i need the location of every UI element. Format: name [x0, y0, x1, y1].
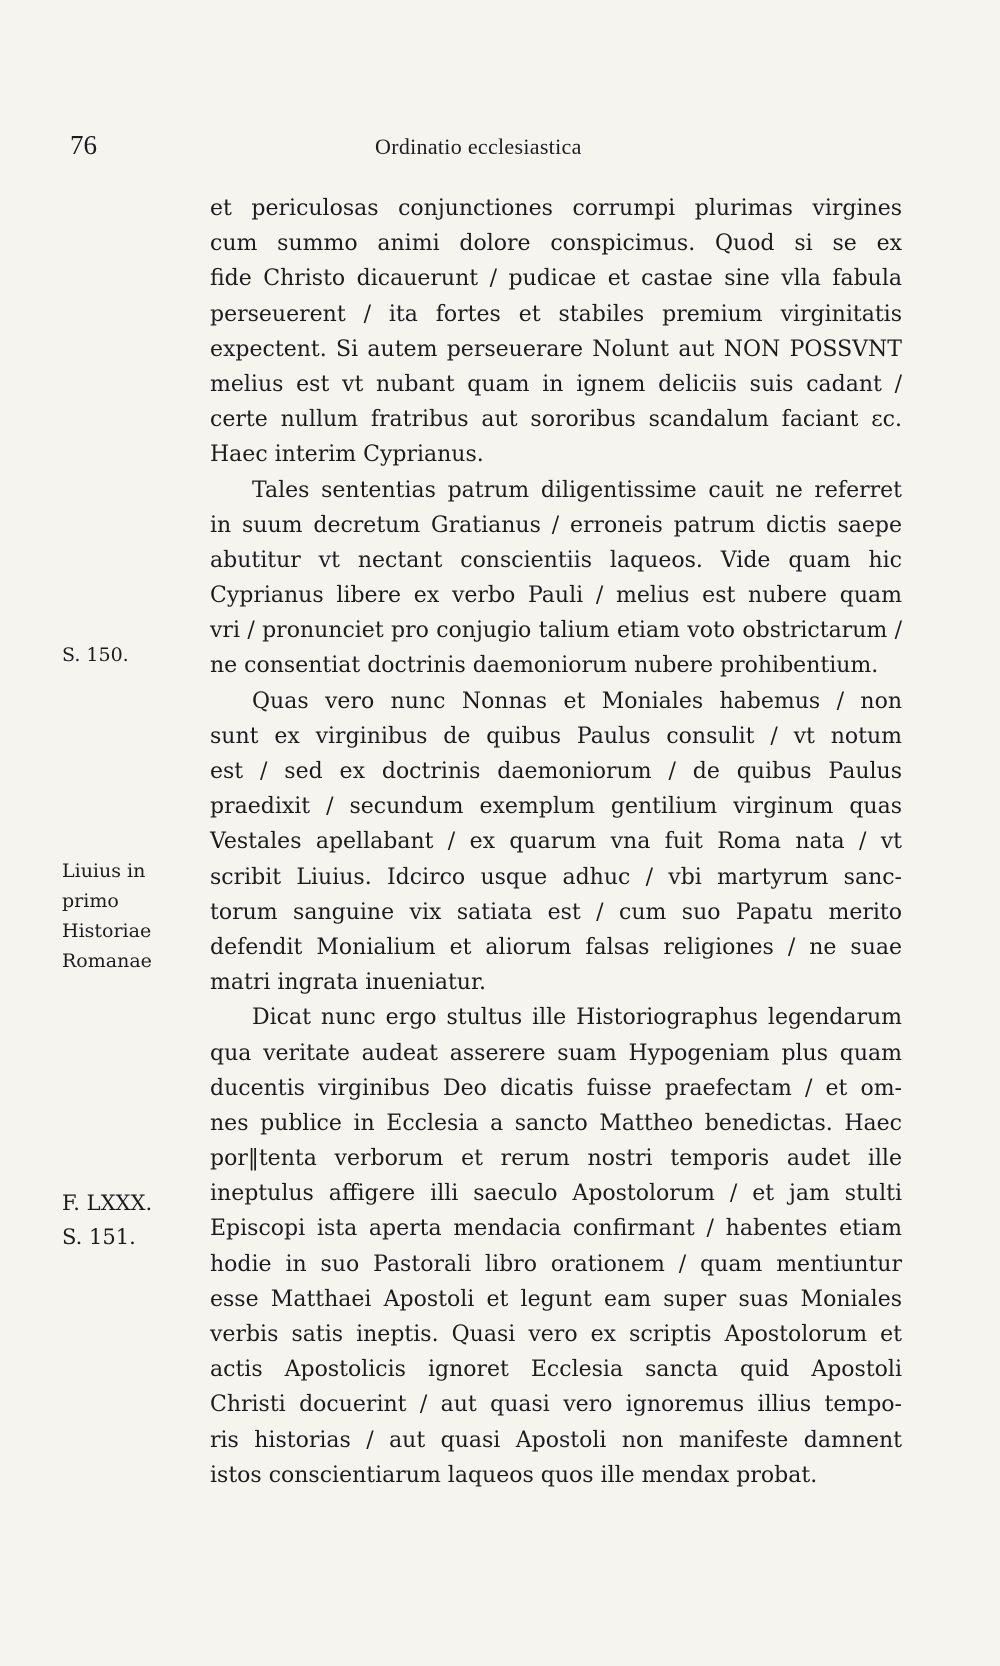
text-line: Christi docuerint / aut quasi vero ignoremus illius tempo- — [210, 1392, 902, 1418]
margin-note-s150: S. 150. — [62, 644, 129, 666]
text-line: ducentis virginibus Deo dicatis fuisse praefectam / et om- — [210, 1075, 902, 1101]
text-line: vri / pronunciet pro conjugio talium etiam voto obstrictarum / — [210, 618, 902, 644]
page-number: 76 — [70, 130, 97, 160]
text-line: actis Apostolicis ignoret Ecclesia sancta quid Apostoli — [210, 1357, 902, 1383]
text-line: perseuerent / ita fortes et stabiles premium virginitatis — [210, 301, 902, 327]
text-line: et periculosas conjunctiones corrumpi plurimas virgines — [210, 196, 902, 221]
text-line: Cyprianus libere ex verbo Pauli / melius est nubere quam — [210, 583, 902, 609]
text-line: verbis satis ineptis. Quasi vero ex scriptis Apostolorum et — [210, 1322, 902, 1347]
text-line: praedixit / secundum exemplum gentilium virginum quas — [210, 794, 902, 820]
text-line: ineptulus affigere illi saeculo Apostolorum / et jam stulti — [210, 1181, 902, 1207]
text-line: Vestales apellabant / ex quarum vna fuit Roma nata / vt — [210, 829, 902, 855]
text-line: defendit Monialium et aliorum falsas religiones / ne suae — [210, 934, 902, 960]
text-line: sunt ex virginibus de quibus Paulus consulit / vt notum — [210, 723, 902, 749]
text-line: matri ingrata inueniatur. — [210, 970, 487, 996]
text-line: ne consentiat doctrinis daemoniorum nubere prohibentium. — [210, 653, 879, 679]
text-line: hodie in suo Pastorali libro orationem / quam mentiuntur — [210, 1251, 902, 1277]
text-line: esse Matthaei Apostoli et legunt eam super suas Moniales — [210, 1286, 902, 1312]
text-line: cum summo animi dolore conspicimus. Quod si se ex — [210, 231, 902, 257]
text-line: Tales sententias patrum diligentissime cauit ne referret — [252, 477, 902, 503]
text-line: certe nullum fratribus aut sororibus scandalum faciant ɛc. — [210, 407, 902, 433]
text-line: scribit Liuius. Idcirco usque adhuc / vbi martyrum sanc- — [210, 864, 902, 890]
text-line: est / sed ex doctrinis daemoniorum / de quibus Paulus — [210, 759, 902, 784]
margin-note-line: Historiae — [62, 920, 152, 942]
margin-note-s151: S. 151. — [62, 1225, 136, 1249]
text-line: qua veritate audeat asserere suam Hypogeniam plus quam — [210, 1040, 902, 1066]
text-line: ris historias / aut quasi Apostoli non manifeste damnent — [210, 1427, 902, 1453]
margin-note-livius — [62, 856, 152, 976]
running-title: Ordinatio ecclesiastica — [375, 134, 582, 159]
text-line: Dicat nunc ergo stultus ille Historiographus legendarum — [252, 1005, 902, 1031]
text-line: Haec interim Cyprianus. — [210, 442, 484, 468]
margin-note-line: Liuius in — [62, 860, 146, 882]
text-line: por‖tenta verborum et rerum nostri temporis audet ille — [210, 1146, 902, 1172]
text-line: Quas vero nunc Nonnas et Moniales habemus / non — [252, 688, 902, 714]
margin-note-line: Romanae — [62, 950, 152, 972]
text-line: istos conscientiarum laqueos quos ille mendax probat. — [210, 1462, 818, 1488]
text-line: in suum decretum Gratianus / erroneis patrum dictis saepe — [210, 512, 902, 538]
text-line: nes publice in Ecclesia a sancto Mattheo benedictas. Haec — [210, 1110, 902, 1136]
text-line: Episcopi ista aperta mendacia confirmant / habentes etiam — [210, 1216, 902, 1242]
text-line: abutitur vt nectant conscientiis laqueos. Vide quam hic — [210, 547, 902, 573]
margin-note-line: primo — [62, 890, 119, 912]
text-line: fide Christo dicauerunt / pudicae et castae sine vlla fabula — [210, 266, 902, 292]
text-line: melius est vt nubant quam in ignem deliciis suis cadant / — [210, 371, 902, 397]
margin-note-f80: F. LXXX. — [62, 1191, 153, 1215]
text-line: expectent. Si autem perseuerare Nolunt aut NON POSSVNT — [210, 336, 902, 362]
main-text — [210, 191, 902, 1493]
text-line: torum sanguine vix satiata est / cum suo Papatu merito — [210, 899, 902, 925]
